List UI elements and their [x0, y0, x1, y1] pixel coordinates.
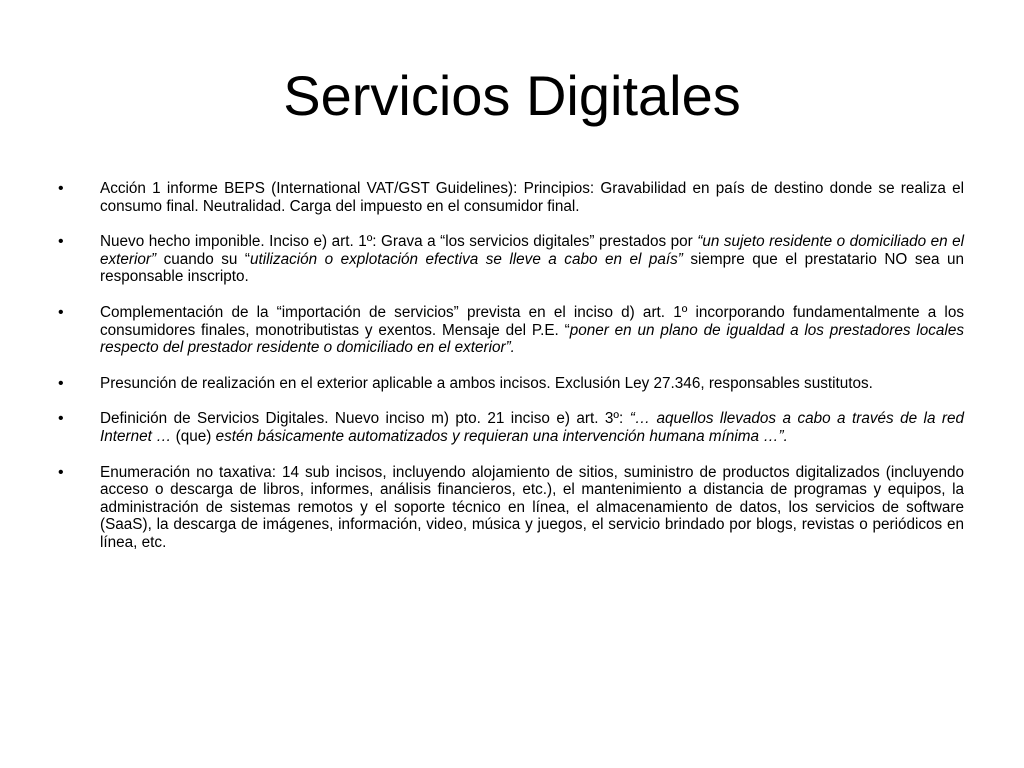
slide-title: Servicios Digitales [283, 64, 741, 127]
bullet-segment-italic: “un sujeto residente o domiciliado en el exterior” [100, 233, 964, 268]
bullet-icon: • [58, 463, 64, 481]
bullet-item [0, 464, 1024, 552]
bullet-list [0, 180, 1024, 570]
bullet-segment: Complementación de la “importación de servicios” prevista en el inciso d) art. 1º incorporando fundamentalmente a los consumidores finales, monotributistas y exentos. Mensaje del P.E. “ [100, 303, 964, 339]
bullet-segment: Nuevo hecho imponible. Inciso e) art. 1º: Grava a “los servicios digitales” prestados por [100, 233, 698, 251]
bullet-segment-italic: utilización o explotación efectiva se lleve a cabo en el país” [250, 250, 683, 268]
bullet-segment: Enumeración no taxativa: 14 sub incisos, incluyendo alojamiento de sitios, suministro de productos digitalizados (incluyendo acceso o descarga de libros, informes, análisis financieros, etc.), el mantenimiento a distancia de programas y equipos, la administración de sistemas remotos y el soporte técnico en línea, el almacenamiento de datos, los servicios de software (SaaS), la descarga de imágenes, información, video, música y juegos, el servicio brindado por blogs, revistas o periódicos en línea, etc. [100, 463, 964, 551]
bullet-segment: (que) [171, 427, 216, 445]
bullet-segment-italic: “… aquellos llevados a cabo a través de la red Internet … [100, 410, 964, 445]
bullet-item [0, 180, 1024, 215]
bullet-icon: • [58, 303, 64, 321]
bullet-text [100, 304, 964, 357]
bullet-segment: Definición de Servicios Digitales. Nuevo inciso m) pto. 21 inciso e) art. 3º: [100, 410, 630, 428]
bullet-segment-italic: estén básicamente automatizados y requieran una intervención humana mínima …”. [215, 427, 788, 445]
bullet-segment-italic: poner en un plano de igualdad a los prestadores locales respecto del prestador residente o domiciliado en el exterior”. [100, 321, 964, 357]
bullet-text [100, 180, 964, 215]
bullet-icon: • [58, 374, 64, 392]
bullet-text [100, 410, 964, 445]
bullet-text [100, 464, 964, 552]
bullet-item [0, 410, 1024, 445]
bullet-icon: • [58, 180, 64, 197]
bullet-text [100, 233, 964, 286]
bullet-segment: Presunción de realización en el exterior aplicable a ambos incisos. Exclusión Ley 27.346, responsables sustitutos. [100, 374, 873, 392]
bullet-item [0, 375, 1024, 393]
bullet-icon: • [58, 233, 64, 251]
bullet-segment: cuando su “ [156, 250, 250, 268]
bullet-text [100, 375, 964, 393]
bullet-icon: • [58, 410, 64, 428]
bullet-item [0, 304, 1024, 357]
bullet-segment: siempre que el prestatario NO sea un responsable inscripto. [100, 250, 964, 286]
bullet-item [0, 233, 1024, 286]
bullet-segment: Acción 1 informe BEPS (International VAT/GST Guidelines): Principios: Gravabilidad en país de destino donde se realiza el consumo final. Neutralidad. Carga del impuesto en el consumidor final. [100, 180, 964, 215]
